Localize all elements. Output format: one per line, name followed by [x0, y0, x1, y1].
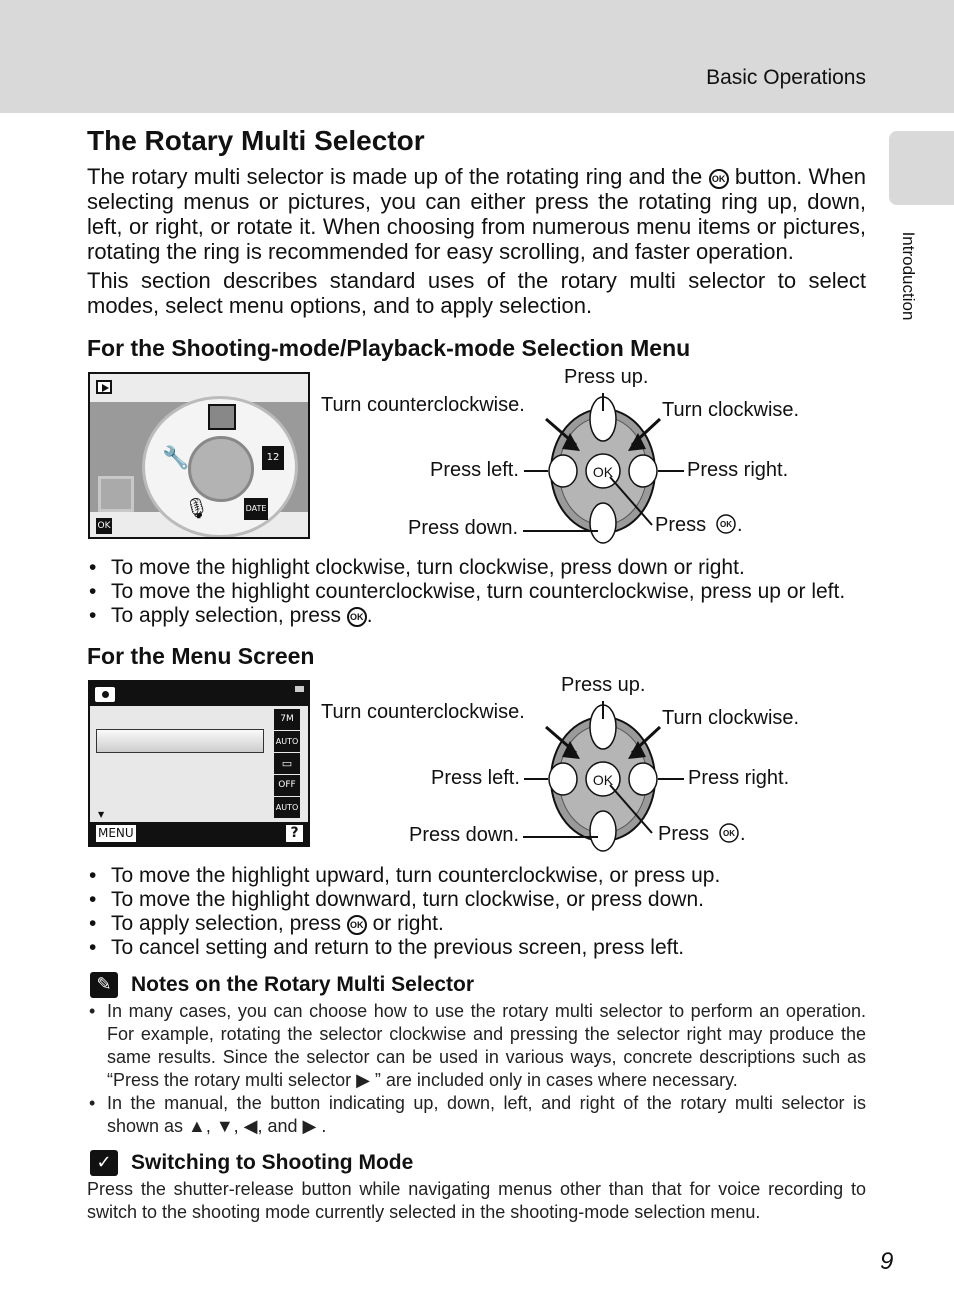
notes-heading: Notes on the Rotary Multi Selector [131, 973, 475, 996]
list-item-text: To apply selection, press [111, 912, 347, 935]
list-item: • To move the highlight clockwise, turn clockwise, press down or right. [87, 556, 866, 580]
voice-playback-icon[interactable]: 🎙 [184, 496, 210, 520]
label-press-ok: Press [655, 514, 707, 536]
section-heading: For the Shooting-mode/Playback-mode Selection Menu [87, 335, 691, 361]
ok-button-icon: OK [709, 169, 729, 189]
setting-icons [274, 709, 300, 818]
menu-title-bar [90, 682, 310, 706]
list-item-text: To apply selection, press [111, 604, 347, 627]
tip-text: Press the shutter-release button while navigating menus other than that for voice recording to switch to the shooting mode currently selected in the shooting-mode selection menu. [87, 1179, 866, 1222]
ok-button-icon: OK [347, 915, 367, 935]
svg-text:.: . [740, 823, 746, 845]
list-item: • To move the highlight counterclockwise, turn counterclockwise, press up or left. [87, 580, 866, 604]
menu-screen [88, 680, 310, 847]
playback-mode-icon[interactable] [208, 404, 236, 430]
label-press-left: Press left. [430, 459, 519, 481]
list-item [87, 912, 866, 936]
menu-label: MENU [98, 826, 134, 840]
help-icon: ? [286, 825, 303, 842]
intro-paragraph-2: This section describes standard uses of the rotary multi selector to select modes, select menu options, and to apply selection. [87, 268, 866, 318]
side-tab-label: Introduction [899, 231, 918, 321]
menu-footer-bar [90, 822, 310, 847]
tip-heading: Switching to Shooting Mode [131, 1151, 414, 1174]
date-icon[interactable]: DATE [244, 498, 268, 520]
ok-symbol: OK [723, 829, 735, 838]
bullet-list [87, 556, 866, 628]
figure-selection-menu [87, 366, 866, 548]
label-press-up: Press up. [564, 366, 649, 388]
figure-menu-screen [87, 674, 866, 856]
note-pencil-icon: ✎ [90, 972, 118, 998]
label-press-up: Press up. [561, 674, 646, 696]
label-turn-ccw: Turn counterclockwise. [321, 394, 525, 416]
tip-icon: ✓ [90, 1150, 118, 1176]
label-press-down: Press down. [408, 517, 519, 539]
main-content [87, 124, 866, 1224]
list-item: • In the manual, the button indicating up, down, left, and right of the rotary multi selector is shown as ▲, ▼, ◀, and ▶ . [87, 1092, 866, 1138]
playback-icon [96, 380, 112, 394]
side-tab [889, 131, 954, 205]
scroll-down-icon: ▼ [98, 810, 105, 819]
list-item: • To move the highlight upward, turn counterclockwise, or press up. [87, 864, 866, 888]
intro-text: The rotary multi selector is made up of the rotating ring and the [87, 164, 709, 189]
list-item-text: or right. [366, 912, 444, 935]
page-title: The Rotary Multi Selector [87, 125, 425, 156]
ring-center [188, 436, 254, 502]
label-press-right: Press right. [687, 459, 789, 481]
label-turn-ccw: Turn counterclockwise. [321, 701, 525, 723]
setup-wrench-icon[interactable]: 🔧 [162, 446, 190, 471]
intro-text: button. When selecting menus or pictures, you can either press the rotating ring up, down, left, or right, or rotate it. When choosing from numerous menu items or pictures, rotating the ring is recommended for easy scrolling, and faster operation. [87, 164, 866, 264]
notes-box [87, 972, 866, 1138]
continuous-icon[interactable]: ▭ [274, 753, 300, 774]
ok-center-label: OK [592, 772, 614, 788]
list-item: • In many cases, you can choose how to use the rotary multi selector to perform an operation. For example, rotating the selector clockwise and pressing the selector right may produce the same results. Since the selector can be used in various ways, concrete descriptions such as “Press the rotary multi selector ▶ ” are included only in cases where necessary. [87, 1000, 866, 1092]
ok-symbol: OK [720, 520, 732, 529]
tip-box [87, 1150, 866, 1224]
bullet-list [87, 864, 866, 960]
page-number: 9 [880, 1248, 894, 1275]
white-balance-icon[interactable]: AUTO [274, 731, 300, 752]
label-press-right: Press right. [688, 767, 790, 789]
list-item: • To move the highlight downward, turn clockwise, or press down. [87, 888, 866, 912]
svg-text:.: . [737, 514, 743, 536]
selection-menu-screen [88, 372, 310, 539]
camera-icon [95, 687, 115, 702]
section-title: Basic Operations [706, 66, 866, 89]
label-press-ok: Press [658, 823, 710, 845]
highlighted-menu-item[interactable] [96, 729, 264, 753]
playback-mode-large-icon [98, 476, 134, 512]
ok-button-icon: OK [347, 607, 367, 627]
bss-icon[interactable]: OFF [274, 775, 300, 796]
ok-center-label: OK [592, 464, 614, 480]
label-turn-cw: Turn clockwise. [662, 707, 800, 729]
list-item: • To cancel setting and return to the previous screen, press left. [87, 936, 866, 960]
image-mode-icon[interactable]: 7M [274, 709, 300, 730]
ok-label: OK [96, 518, 112, 534]
list-item: • To apply selection, press OK . [87, 604, 866, 628]
dial-diagram [318, 671, 818, 853]
calendar-icon[interactable]: 12 [262, 446, 284, 470]
intro-paragraph-1 [87, 164, 866, 264]
label-press-down: Press down. [409, 824, 520, 846]
label-turn-cw: Turn clockwise. [662, 399, 800, 421]
color-options-icon[interactable]: AUTO [274, 797, 300, 818]
battery-icon [295, 686, 304, 692]
notes-list [87, 1000, 866, 1138]
dial-diagram [318, 363, 818, 545]
section-heading: For the Menu Screen [87, 643, 315, 669]
page-header [0, 0, 954, 113]
label-press-left: Press left. [431, 767, 520, 789]
